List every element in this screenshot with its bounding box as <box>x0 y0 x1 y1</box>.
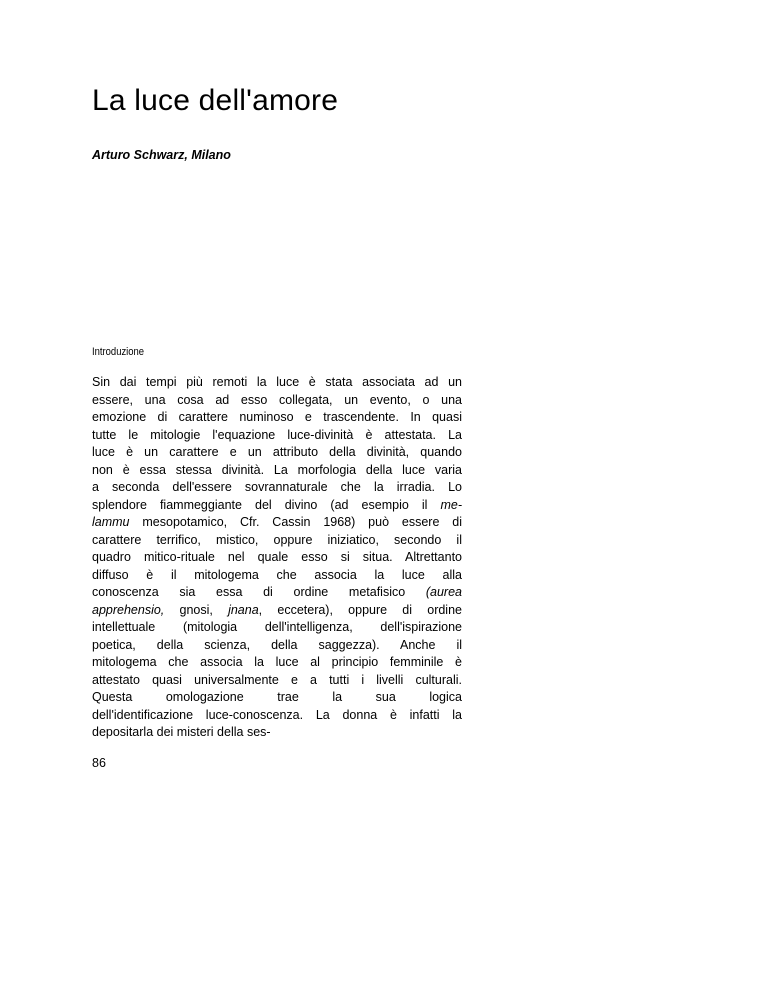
page-number: 86 <box>92 756 106 770</box>
section-heading: Introduzione <box>92 346 145 358</box>
body-line <box>92 672 462 690</box>
body-line <box>92 689 462 707</box>
body-line <box>92 584 462 602</box>
body-line <box>92 392 462 410</box>
text-run: mesopotamico, Cfr. Cassin 1968) può essere di <box>129 515 462 529</box>
body-line <box>92 374 462 392</box>
article-author: Arturo Schwarz, Milano <box>92 148 231 162</box>
body-line <box>92 444 462 462</box>
text-run: non è essa stessa divinità. La morfologia della luce varia <box>92 462 462 477</box>
text-run: tutte le mitologie l'equazione luce-divinità è attestata. La <box>92 427 462 442</box>
body-line <box>92 497 462 515</box>
italic-text: lammu <box>92 515 130 529</box>
body-line <box>92 567 462 585</box>
text-run: luce è un carattere e un attributo della divinità, quando <box>92 445 462 459</box>
text-run: poetica, della scienza, della saggezza). Anche il <box>92 637 462 652</box>
text-run: essere, una cosa ad esso collegata, un evento, o una <box>92 392 462 407</box>
body-line <box>92 724 462 742</box>
text-run: gnosi, <box>164 602 229 617</box>
text-run: carattere terrifico, mistico, oppure iniziatico, secondo il <box>92 532 462 547</box>
text-run: quadro mitico-rituale nel quale esso si situa. Altrettanto <box>92 550 462 564</box>
body-line <box>92 462 462 480</box>
text-run: a seconda dell'essere sovrannaturale che la irradia. Lo <box>92 480 462 494</box>
article-title: La luce dell'amore <box>92 84 339 117</box>
text-run: attestato quasi universalmente e a tutti i livelli culturali. <box>92 672 462 687</box>
text-run: dell'identificazione luce-conoscenza. La donna è infatti la <box>92 707 462 722</box>
text-run: Sin dai tempi più remoti la luce è stata associata ad un <box>92 375 462 389</box>
body-line <box>92 409 462 427</box>
body-line <box>92 479 462 497</box>
italic-text: jnana <box>228 602 259 617</box>
body-line <box>92 637 462 655</box>
text-run: conoscenza sia essa di ordine metafisico <box>92 585 426 599</box>
body-line <box>92 427 462 445</box>
text-run: diffuso è il mitologema che associa la luce alla <box>92 567 462 582</box>
body-line <box>92 654 462 672</box>
text-run: intellettuale (mitologia dell'intelligenza, dell'ispirazione <box>92 620 462 634</box>
italic-text: me- <box>440 497 462 512</box>
body-line <box>92 549 462 567</box>
text-run: emozione di carattere numinoso e trascendente. In quasi <box>92 410 462 424</box>
text-run: , eccetera), oppure di ordine <box>258 602 462 617</box>
italic-text: (aurea <box>425 585 462 599</box>
body-line <box>92 707 462 725</box>
body-paragraph <box>92 374 462 742</box>
italic-text: apprehensio, <box>92 602 165 617</box>
body-line <box>92 619 462 637</box>
body-line <box>92 602 462 620</box>
body-line <box>92 532 462 550</box>
text-run: mitologema che associa la luce al principio femminile è <box>92 655 462 669</box>
text-run: splendore fiammeggiante del divino (ad esempio il <box>92 497 441 512</box>
text-run: Questa omologazione trae la sua logica <box>92 690 462 704</box>
text-run: depositarla dei misteri della ses- <box>92 725 271 739</box>
body-line <box>92 514 462 532</box>
